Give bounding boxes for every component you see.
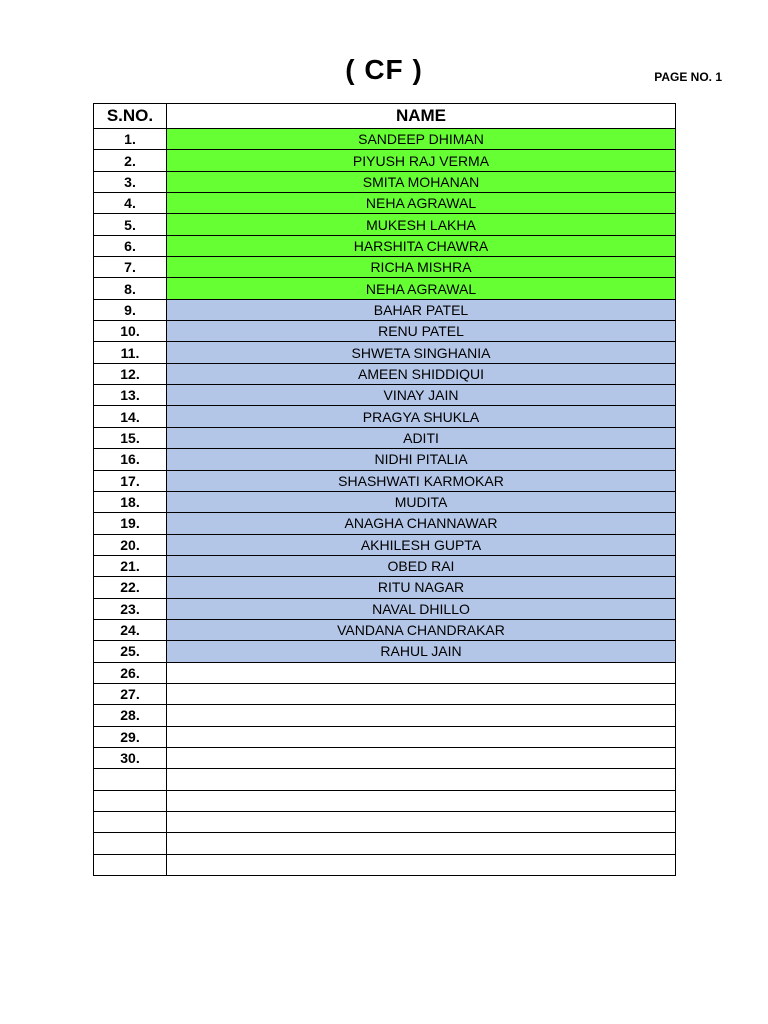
serial-number-cell: 13. (94, 385, 167, 406)
table-header-row (94, 104, 676, 129)
serial-number-cell: 18. (94, 491, 167, 512)
name-cell: OBED RAI (167, 555, 676, 576)
table-row (94, 470, 676, 491)
serial-number-cell: 27. (94, 683, 167, 704)
serial-number-cell (94, 833, 167, 854)
serial-number-cell: 29. (94, 726, 167, 747)
name-cell: AMEEN SHIDDIQUI (167, 363, 676, 384)
name-cell (167, 747, 676, 768)
name-cell (167, 790, 676, 811)
serial-number-cell: 12. (94, 363, 167, 384)
name-cell: PIYUSH RAJ VERMA (167, 150, 676, 171)
serial-number-cell: 7. (94, 257, 167, 278)
serial-number-cell: 21. (94, 555, 167, 576)
serial-number-cell: 23. (94, 598, 167, 619)
table-row (94, 534, 676, 555)
table-row (94, 150, 676, 171)
table-row (94, 726, 676, 747)
serial-number-cell: 25. (94, 641, 167, 662)
table-row (94, 747, 676, 768)
name-cell: ANAGHA CHANNAWAR (167, 513, 676, 534)
name-cell: VINAY JAIN (167, 385, 676, 406)
table-row (94, 598, 676, 619)
table-row (94, 342, 676, 363)
table-row (94, 641, 676, 662)
table-row (94, 513, 676, 534)
name-cell: PRAGYA SHUKLA (167, 406, 676, 427)
table-row (94, 299, 676, 320)
name-cell: BAHAR PATEL (167, 299, 676, 320)
table-row (94, 577, 676, 598)
serial-number-cell: 8. (94, 278, 167, 299)
name-cell: RICHA MISHRA (167, 257, 676, 278)
table-row (94, 790, 676, 811)
name-cell: NEHA AGRAWAL (167, 193, 676, 214)
serial-number-cell: 2. (94, 150, 167, 171)
table-row (94, 278, 676, 299)
serial-number-cell: 14. (94, 406, 167, 427)
table-row (94, 171, 676, 192)
serial-number-cell: 19. (94, 513, 167, 534)
sno-column-header: S.NO. (94, 104, 167, 129)
table-row (94, 406, 676, 427)
serial-number-cell: 26. (94, 662, 167, 683)
serial-number-cell (94, 812, 167, 833)
table-row (94, 619, 676, 640)
name-cell: ADITI (167, 427, 676, 448)
table-row (94, 662, 676, 683)
name-cell: HARSHITA CHAWRA (167, 235, 676, 256)
name-cell (167, 662, 676, 683)
table-row (94, 129, 676, 150)
name-cell: RITU NAGAR (167, 577, 676, 598)
name-cell: MUKESH LAKHA (167, 214, 676, 235)
name-cell: SANDEEP DHIMAN (167, 129, 676, 150)
table-row (94, 321, 676, 342)
name-column-header: NAME (167, 104, 676, 129)
name-cell: RAHUL JAIN (167, 641, 676, 662)
serial-number-cell: 28. (94, 705, 167, 726)
name-cell (167, 833, 676, 854)
serial-number-cell: 22. (94, 577, 167, 598)
name-cell (167, 726, 676, 747)
table-row (94, 449, 676, 470)
table-row (94, 385, 676, 406)
table-row (94, 491, 676, 512)
serial-number-cell: 15. (94, 427, 167, 448)
serial-number-cell: 10. (94, 321, 167, 342)
table-row (94, 555, 676, 576)
name-cell: VANDANA CHANDRAKAR (167, 619, 676, 640)
table-row (94, 235, 676, 256)
page-title: ( CF ) (345, 54, 423, 85)
name-cell: MUDITA (167, 491, 676, 512)
table-row (94, 214, 676, 235)
name-cell: SMITA MOHANAN (167, 171, 676, 192)
table-row (94, 705, 676, 726)
name-cell: NIDHI PITALIA (167, 449, 676, 470)
name-cell: NAVAL DHILLO (167, 598, 676, 619)
name-cell: SHWETA SINGHANIA (167, 342, 676, 363)
name-cell: AKHILESH GUPTA (167, 534, 676, 555)
serial-number-cell: 20. (94, 534, 167, 555)
serial-number-cell: 5. (94, 214, 167, 235)
serial-number-cell: 1. (94, 129, 167, 150)
serial-number-cell (94, 854, 167, 875)
roster-table (93, 103, 676, 876)
table-row (94, 833, 676, 854)
page-number: PAGE NO. 1 (654, 70, 722, 84)
table-row (94, 193, 676, 214)
name-cell (167, 769, 676, 790)
serial-number-cell: 6. (94, 235, 167, 256)
table-row (94, 257, 676, 278)
serial-number-cell: 16. (94, 449, 167, 470)
table-row (94, 769, 676, 790)
serial-number-cell: 11. (94, 342, 167, 363)
table-row (94, 683, 676, 704)
table-row (94, 427, 676, 448)
table-body (94, 129, 676, 876)
serial-number-cell: 3. (94, 171, 167, 192)
name-cell: RENU PATEL (167, 321, 676, 342)
serial-number-cell (94, 790, 167, 811)
serial-number-cell: 17. (94, 470, 167, 491)
serial-number-cell: 24. (94, 619, 167, 640)
name-cell: SHASHWATI KARMOKAR (167, 470, 676, 491)
name-cell (167, 683, 676, 704)
serial-number-cell (94, 769, 167, 790)
serial-number-cell: 4. (94, 193, 167, 214)
table-row (94, 854, 676, 875)
name-cell (167, 812, 676, 833)
serial-number-cell: 30. (94, 747, 167, 768)
table-row (94, 363, 676, 384)
name-cell: NEHA AGRAWAL (167, 278, 676, 299)
name-cell (167, 854, 676, 875)
serial-number-cell: 9. (94, 299, 167, 320)
name-cell (167, 705, 676, 726)
table-row (94, 812, 676, 833)
